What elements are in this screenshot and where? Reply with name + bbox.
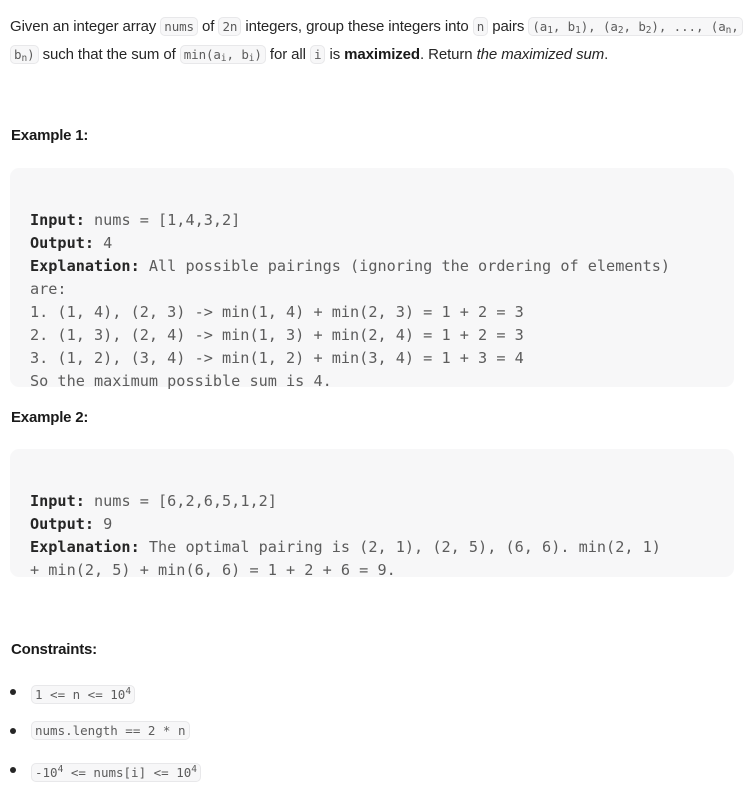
- emphasis-return: the maximized sum: [476, 46, 605, 63]
- example-1-explanation-line: are:: [30, 280, 67, 298]
- example-1-input-line: Input: nums = [1,4,3,2]: [30, 211, 241, 229]
- inline-code-nums: nums: [160, 17, 198, 36]
- bullet-icon: [10, 689, 16, 695]
- inline-code-min: $\min(a_i$, $b_i$): [180, 45, 266, 64]
- desc-text: is: [325, 46, 345, 63]
- desc-text: . Return: [419, 46, 477, 63]
- inline-code-pairs: ($a_1$, $b_1$), ($a_2$, $b_2$), ..., ($a_n$, $b_n$): [10, 17, 743, 64]
- constraint-code: nums.length == 2 * n: [31, 721, 190, 740]
- desc-text: Given an integer array: [10, 18, 161, 35]
- example-1-explanation-line: So the maximum possible sum is 4.: [30, 372, 332, 390]
- desc-text: such that the sum of: [38, 46, 180, 63]
- example-1-explanation-line: Explanation: All possible pairings (ignoring the ordering of elements): [30, 257, 671, 275]
- constraint-code: $-10^4$ <= nums[i] <= $10^4$: [31, 763, 201, 782]
- constraint-code: $1 <= n <= 10^4$: [31, 685, 135, 704]
- bullet-icon: [10, 728, 16, 734]
- example-2-heading: Example 2:: [11, 409, 89, 426]
- constraints-heading: Constraints:: [11, 641, 97, 658]
- example-2-output-line: Output: 9: [30, 515, 113, 533]
- example-2-input-line: Input: nums = [6,2,6,5,1,2]: [30, 492, 277, 510]
- desc-text: for all: [265, 46, 310, 63]
- problem-description: [10, 15, 740, 71]
- example-2-code-block: [10, 449, 734, 577]
- bullet-icon: [10, 767, 16, 773]
- desc-text: integers, group these integers into: [241, 18, 473, 35]
- example-1-explanation-line: 1. (1, 4), (2, 3) -> min(1, 4) + min(2, 3) = 1 + 2 = 3: [30, 303, 524, 321]
- example-2-explanation-line: Explanation: The optimal pairing is (2, 1), (2, 5), (6, 6). min(2, 1): [30, 538, 661, 556]
- constraint-item: [0, 676, 201, 715]
- constraints-list: [0, 676, 201, 793]
- emphasis-maximized: maximized: [344, 46, 420, 63]
- constraint-item: [0, 715, 201, 754]
- example-1-code-block: [10, 168, 734, 390]
- inline-code-2n: 2n: [218, 17, 241, 36]
- inline-code-i: i: [310, 45, 325, 64]
- example-2-explanation-line: + min(2, 5) + min(6, 6) = 1 + 2 + 6 = 9.: [30, 561, 396, 579]
- desc-text: of: [197, 18, 219, 35]
- inline-code-n: n: [473, 17, 488, 36]
- example-1-explanation-line: 3. (1, 2), (3, 4) -> min(1, 2) + min(3, 4) = 1 + 3 = 4: [30, 349, 524, 367]
- example-1-explanation-line: 2. (1, 3), (2, 4) -> min(1, 3) + min(2, 4) = 1 + 2 = 3: [30, 326, 524, 344]
- example-1-heading: Example 1:: [11, 127, 89, 144]
- desc-text: pairs: [488, 18, 529, 35]
- desc-text: .: [604, 46, 609, 63]
- example-1-output-line: Output: 4: [30, 234, 113, 252]
- constraint-item: [0, 754, 201, 793]
